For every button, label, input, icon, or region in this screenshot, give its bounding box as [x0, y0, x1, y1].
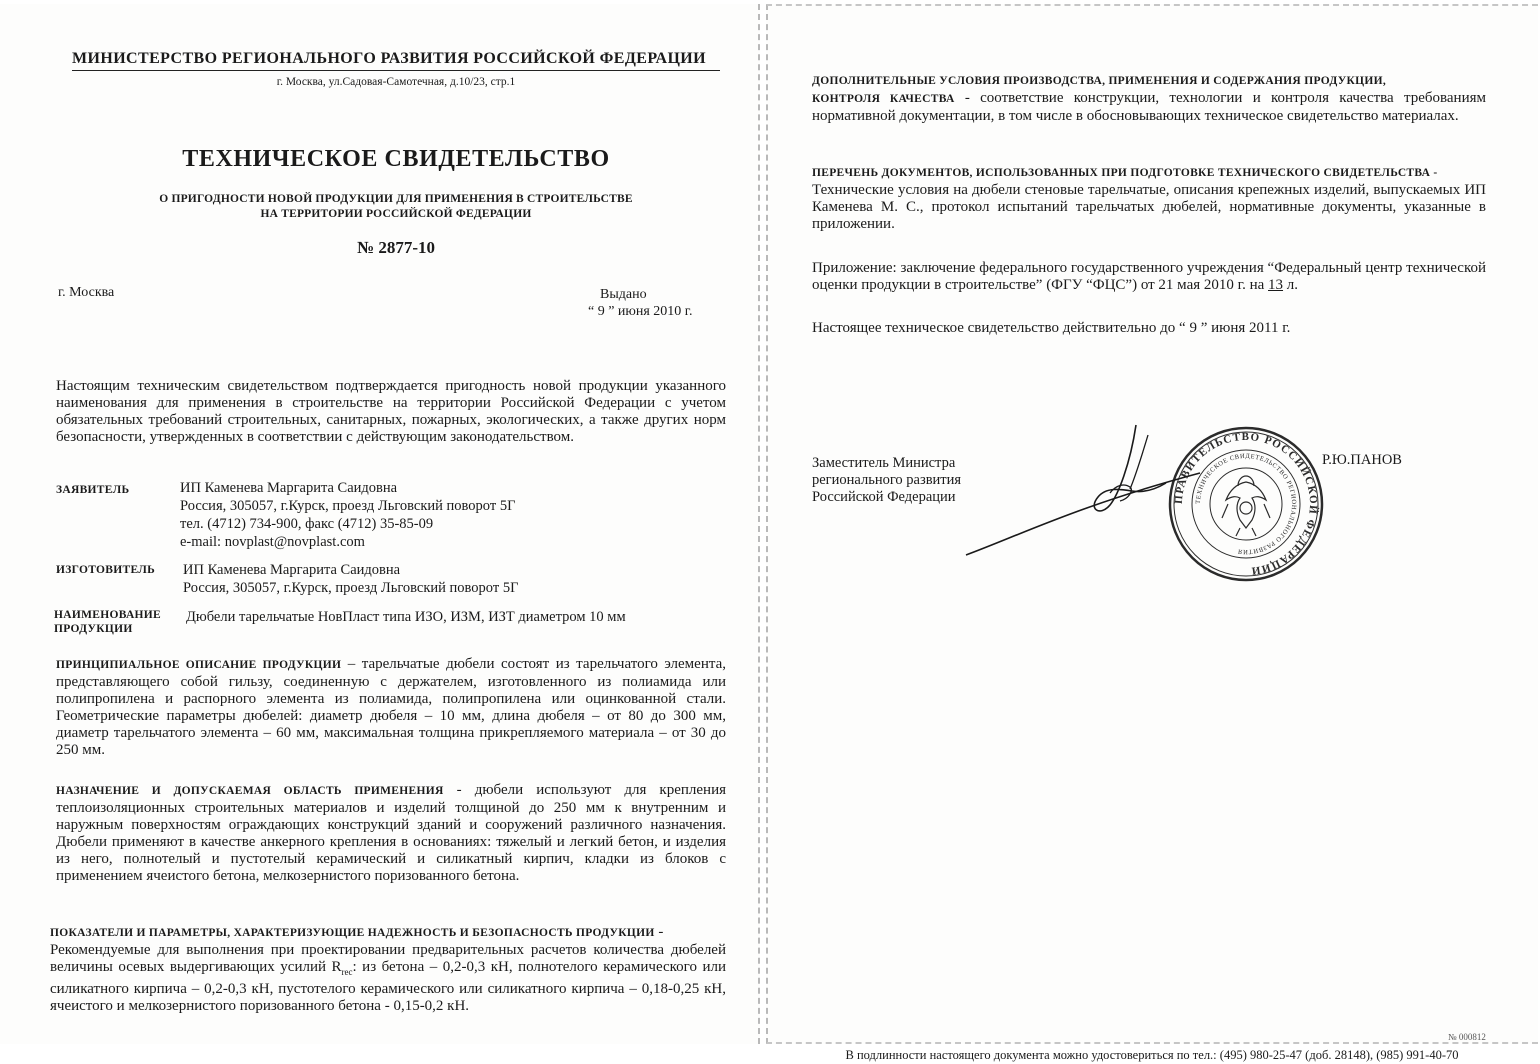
signer-name: Р.Ю.ПАНОВ — [1322, 452, 1402, 468]
reliability-dash: - — [654, 924, 664, 940]
purpose-text: - дюбели используют для крепления теплоизоляционных строительных материалов и изделий толщиной до 250 мм к внутренним и наружным поверхностям ограждающих конструкций зданий и сооружений различного назначения. Дюбели применяют в качестве анкерного крепления в основаниях: тяжелый и легкий бетон, и изделия из него, полнотелый и пустотелый керамический и силикатный кирпич, кладки из блоков с применением ячеистого бетона, мелкозернистого поризованного бетона. — [56, 782, 726, 884]
purpose-heading: НАЗНАЧЕНИЕ И ДОПУСКАЕМАЯ ОБЛАСТЬ ПРИМЕНЕНИЯ — [56, 785, 444, 797]
ministry-address: г. Москва, ул.Садовая-Самотечная, д.10/23, стр.1 — [276, 76, 516, 88]
additional-conditions-heading-line-1: ДОПОЛНИТЕЛЬНЫЕ УСЛОВИЯ ПРОИЗВОДСТВА, ПРИМЕНЕНИЯ И СОДЕРЖАНИЯ ПРОДУКЦИИ, — [812, 75, 1387, 87]
document-subtitle — [72, 192, 720, 222]
purpose-section — [56, 782, 726, 885]
manufacturer-label: ИЗГОТОВИТЕЛЬ — [56, 564, 156, 576]
appendix-text-before: Приложение: заключение федерального государственного учреждения “Федеральный центр технической оценки продукции в строительстве” (ФГУ “ФЦС”) от 21 мая 2010 г. на — [812, 260, 1486, 293]
manufacturer-name: ИП Каменева Маргарита Саидовна — [183, 562, 401, 578]
principle-section — [56, 656, 726, 759]
seal-outer-text: ПРАВИТЕЛЬСТВО РОССИЙСКОЙ ФЕДЕРАЦИИ — [1172, 430, 1320, 577]
additional-conditions-text: - соответствие конструкции, технологии и контроля качества требованиям нормативной документации, в том числе в обосновывающих техническое свидетельство материалах. — [812, 90, 1487, 124]
subtitle-line-2: НА ТЕРРИТОРИИ РОССИЙСКОЙ ФЕДЕРАЦИИ — [260, 208, 532, 220]
documents-used-heading: ПЕРЕЧЕНЬ ДОКУМЕНТОВ, ИСПОЛЬЗОВАННЫХ ПРИ ПОДГОТОВКЕ ТЕХНИЧЕСКОГО СВИДЕТЕЛЬСТВА - — [812, 167, 1438, 179]
applicant-label: ЗАЯВИТЕЛЬ — [56, 484, 130, 496]
appendix-section — [812, 260, 1486, 294]
manufacturer-details — [183, 561, 518, 597]
reliability-text-after: : из бетона – 0,2-0,3 кН, полнотелого керамического или силикатного кирпича – 0,2-0,3 кН, пустотелого керамического или силикатного кирпича – 0,18-0,25 кН, ячеистого и мелкозернистого поризованного бетона - 0,15-0,2 кН. — [50, 959, 726, 1014]
product-label-line-1: НАИМЕНОВАНИЕ — [54, 609, 162, 621]
signer-title-line-2: регионального развития — [812, 472, 962, 488]
serial-number: № 000812 — [1448, 1032, 1486, 1042]
documents-used-text: Технические условия на дюбели стеновые тарельчатые, описания крепежных изделий, выпускаемых ИП Каменева М. С., протокол испытаний тарельчатых дюбелей, нормативные документы, указанные в приложении. — [812, 182, 1486, 232]
signer-title-line-3: Российской Федерации — [812, 489, 956, 505]
additional-conditions-section — [812, 72, 1486, 125]
principle-text: – тарельчатые дюбели состоят из тарельчатого элемента, представляющего собой гильзу, соединенную с держателем, изготовленного из полиамида или полипропилена и распорного элемента из полиамида, полипропилена или оцинкованной стали. Геометрические параметры дюбелей: диаметр дюбеля – 10 мм, длина дюбеля – от 80 до 300 мм, диаметр тарельчатого элемента – 60 мм, максимальная толщина прикрепляемого материала – от 30 до 250 мм. — [56, 656, 727, 758]
signer-title-line-1: Заместитель Министра — [812, 455, 956, 471]
applicant-details — [180, 479, 515, 551]
product-label-line-2: ПРОДУКЦИИ — [54, 623, 133, 635]
applicant-address: Россия, 305057, г.Курск, проезд Льговский поворот 5Г — [180, 498, 516, 514]
applicant-phone: тел. (4712) 734-900, факс (4712) 35-85-09 — [180, 516, 434, 532]
subtitle-line-1: О ПРИГОДНОСТИ НОВОЙ ПРОДУКЦИИ ДЛЯ ПРИМЕНЕНИЯ В СТРОИТЕЛЬСТВЕ — [159, 193, 633, 205]
seal-inner-text: ТЕХНИЧЕСКОЕ СВИДЕТЕЛЬСТВО РЕГИОНАЛЬНОГО РАЗВИТИЯ — [1194, 452, 1298, 556]
reliability-subscript: rec — [341, 967, 353, 977]
appendix-text-after: л. — [1283, 277, 1299, 293]
issued-label: Выдано — [600, 287, 647, 302]
document-title: ТЕХНИЧЕСКОЕ СВИДЕТЕЛЬСТВО — [182, 146, 610, 172]
reliability-section — [50, 924, 726, 1015]
issued-date: “ 9 ” июня 2010 г. — [588, 304, 693, 319]
principle-heading: ПРИНЦИПИАЛЬНОЕ ОПИСАНИЕ ПРОДУКЦИИ — [56, 659, 342, 671]
applicant-name: ИП Каменева Маргарита Саидовна — [180, 480, 398, 496]
signer-title — [812, 455, 961, 506]
verification-footer: В подлинности настоящего документа можно удостовериться по тел.: (495) 980-25-47 (доб. 28148), (985) 991-40-70 — [845, 1048, 1459, 1062]
product-label — [54, 608, 161, 636]
eagle-emblem-icon — [1222, 476, 1270, 536]
appendix-pages: 13 — [1268, 277, 1284, 293]
handwritten-signature-icon — [960, 405, 1210, 565]
document-number: № 2877-10 — [357, 238, 435, 257]
product-name: Дюбели тарельчатые НовПласт типа ИЗО, ИЗМ, ИЗТ диаметром 10 мм — [186, 609, 626, 625]
reliability-heading: ПОКАЗАТЕЛИ И ПАРАМЕТРЫ, ХАРАКТЕРИЗУЮЩИЕ НАДЕЖНОСТЬ И БЕЗОПАСНОСТЬ ПРОДУКЦИИ — [50, 927, 655, 939]
applicant-email: e-mail: novplast@novplast.com — [180, 534, 365, 550]
documents-used-section — [812, 164, 1486, 233]
validity-statement: Настоящее техническое свидетельство действительно до “ 9 ” июня 2011 г. — [812, 320, 1291, 336]
intro-paragraph: Настоящим техническим свидетельством подтверждается пригодность новой продукции указанного наименования для применения в строительстве на территории Российской Федерации с учетом обязательных требований строительных, санитарных, пожарных, экологических, а также других норм безопасности, утвержденных в соответствии с действующим законодательством. — [56, 378, 726, 445]
ministry-title: МИНИСТЕРСТВО РЕГИОНАЛЬНОГО РАЗВИТИЯ РОССИЙСКОЙ ФЕДЕРАЦИИ — [72, 50, 706, 67]
issue-city: г. Москва — [58, 285, 115, 300]
additional-conditions-heading-line-2: КОНТРОЛЯ КАЧЕСТВА — [812, 93, 955, 105]
manufacturer-address: Россия, 305057, г.Курск, проезд Льговский поворот 5Г — [183, 580, 519, 596]
ministry-rule — [72, 70, 720, 71]
reliability-text-before: Рекомендуемые для выполнения при проектировании предварительных расчетов количества дюбелей величины осевых выдергивающих усилий R — [50, 942, 726, 975]
left-page — [0, 4, 760, 1044]
